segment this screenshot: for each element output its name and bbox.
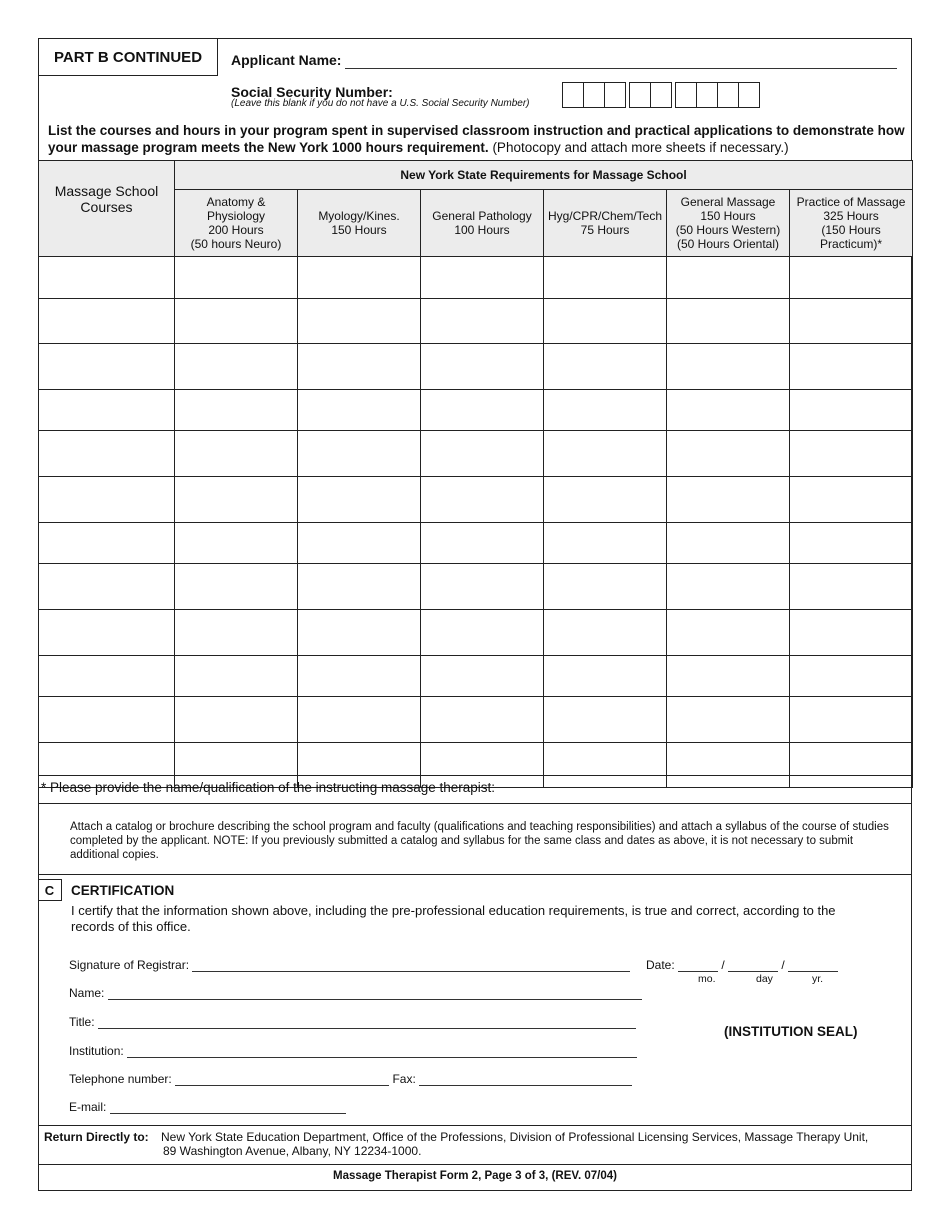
col-header-line: 200 Hours: [208, 223, 264, 237]
hours-cell[interactable]: [298, 697, 421, 743]
hours-cell[interactable]: [544, 477, 667, 523]
instructions: [48, 122, 906, 156]
col-header-4: [544, 190, 667, 257]
fax-field[interactable]: [419, 1072, 632, 1086]
table-row: [39, 523, 913, 564]
col-header-6: [790, 190, 913, 257]
certification-title: CERTIFICATION: [71, 883, 175, 898]
table-row: [39, 610, 913, 656]
col-header-line: (50 hours Neuro): [190, 237, 282, 251]
hours-cell[interactable]: [790, 477, 913, 523]
col-header-line: (50 Hours Oriental): [676, 237, 780, 251]
hours-cell[interactable]: [175, 390, 298, 431]
table-row: [39, 477, 913, 523]
hours-cell[interactable]: [175, 564, 298, 610]
fax-label: Fax:: [392, 1072, 416, 1086]
hours-cell[interactable]: [298, 257, 421, 299]
hours-cell[interactable]: [790, 564, 913, 610]
instructions-bold: List the courses and hours in your program spent in supervised classroom instruction and practical applications to demonstrate how your massage program meets the New York 1000 hours requirement.: [48, 123, 905, 155]
hours-cell[interactable]: [667, 344, 790, 390]
hours-cell[interactable]: [421, 431, 544, 477]
hours-cell[interactable]: [790, 431, 913, 477]
title-label: Title:: [69, 1015, 95, 1029]
email-label: E-mail:: [69, 1100, 107, 1114]
course-name-cell[interactable]: [39, 390, 175, 431]
table-row: [39, 564, 913, 610]
hours-cell[interactable]: [421, 477, 544, 523]
section-c-label: C: [38, 879, 62, 901]
course-name-cell[interactable]: [39, 523, 175, 564]
instructions-normal: (Photocopy and attach more sheets if necessary.): [492, 140, 789, 155]
col-header-line: 75 Hours: [580, 223, 630, 237]
col-header-line: 325 Hours: [823, 209, 879, 223]
hours-cell[interactable]: [544, 431, 667, 477]
date-label: Date:: [646, 958, 675, 972]
col-header-line: (50 Hours Western): [675, 223, 781, 237]
hours-cell[interactable]: [790, 697, 913, 743]
col-header-line: General Pathology: [432, 209, 532, 223]
table-row: [39, 431, 913, 477]
table-row: [39, 344, 913, 390]
hours-cell[interactable]: [790, 656, 913, 697]
hours-cell[interactable]: [790, 390, 913, 431]
hours-cell[interactable]: [790, 344, 913, 390]
hours-cell[interactable]: [421, 390, 544, 431]
col-header-line: Hyg/CPR/Chem/Tech: [547, 209, 663, 223]
email-field[interactable]: [110, 1100, 346, 1114]
hours-cell[interactable]: [544, 390, 667, 431]
hours-cell[interactable]: [421, 697, 544, 743]
ssn-note: (Leave this blank if you do not have a U.S. Social Security Number): [231, 98, 530, 109]
hours-cell[interactable]: [790, 523, 913, 564]
hours-cell[interactable]: [544, 564, 667, 610]
signature-field[interactable]: [192, 958, 630, 972]
col-header-line: Practice of Massage: [796, 195, 906, 209]
hours-cell[interactable]: [421, 257, 544, 299]
col-header-3: [421, 190, 544, 257]
hours-cell[interactable]: [421, 610, 544, 656]
institution-seal-label: (INSTITUTION SEAL): [724, 1024, 858, 1039]
col-header-line: 150 Hours: [700, 209, 756, 223]
hours-cell[interactable]: [667, 299, 790, 344]
instructor-note: * Please provide the name/qualification of the instructing massage therapist:: [41, 780, 496, 795]
hours-cell[interactable]: [790, 299, 913, 344]
title-field[interactable]: [98, 1015, 636, 1029]
hours-cell[interactable]: [298, 390, 421, 431]
table-row: [39, 390, 913, 431]
hours-cell[interactable]: [298, 610, 421, 656]
instructor-field[interactable]: [515, 779, 910, 797]
group-header: New York State Requirements for Massage School: [175, 161, 913, 190]
hours-cell[interactable]: [175, 257, 298, 299]
col-header-line: General Massage: [680, 195, 776, 209]
table-row: [39, 656, 913, 697]
col-header-line: Anatomy &: [206, 195, 266, 209]
telephone-label: Telephone number:: [69, 1072, 172, 1086]
hours-cell[interactable]: [175, 697, 298, 743]
hours-cell[interactable]: [298, 431, 421, 477]
course-name-cell[interactable]: [39, 656, 175, 697]
hours-cell[interactable]: [544, 299, 667, 344]
hours-cell[interactable]: [544, 523, 667, 564]
col-header-line: Physiology: [206, 209, 266, 223]
hours-cell[interactable]: [790, 257, 913, 299]
return-address: [161, 1130, 868, 1158]
table-row: [39, 697, 913, 743]
ssn-label: Social Security Number:: [231, 84, 393, 100]
signature-label: Signature of Registrar:: [69, 958, 190, 972]
course-name-cell[interactable]: [39, 610, 175, 656]
table-row: [39, 257, 913, 299]
hours-cell[interactable]: [421, 344, 544, 390]
hours-cell[interactable]: [544, 610, 667, 656]
course-name-cell[interactable]: [39, 697, 175, 743]
course-name-cell[interactable]: [39, 477, 175, 523]
return-address-line2: 89 Washington Avenue, Albany, NY 12234-1000.: [163, 1144, 422, 1158]
date-day-field[interactable]: [728, 958, 778, 972]
hours-cell[interactable]: [175, 656, 298, 697]
hours-cell[interactable]: [298, 523, 421, 564]
col-header-line: (150 Hours: [821, 223, 881, 237]
hours-cell[interactable]: [298, 299, 421, 344]
date-month-field[interactable]: [678, 958, 718, 972]
hours-cell[interactable]: [790, 610, 913, 656]
hours-cell[interactable]: [175, 299, 298, 344]
date-day-caption: day: [756, 973, 773, 985]
return-label: Return Directly to:: [44, 1130, 149, 1144]
form-footer: Massage Therapist Form 2, Page 3 of 3, (REV. 07/04): [333, 1170, 617, 1182]
return-address-line1: New York State Education Department, Office of the Professions, Division of Professional Licensing Services, Massage Therapy Unit,: [161, 1130, 869, 1144]
hours-cell[interactable]: [667, 431, 790, 477]
col-header-5: [667, 190, 790, 257]
name-field[interactable]: [108, 986, 642, 1000]
hours-cell[interactable]: [298, 564, 421, 610]
hours-cell[interactable]: [667, 564, 790, 610]
hours-cell[interactable]: [544, 656, 667, 697]
table-row: [39, 299, 913, 344]
col-header-line: 100 Hours: [454, 223, 510, 237]
course-name-cell[interactable]: [39, 431, 175, 477]
institution-label: Institution:: [69, 1044, 124, 1058]
hours-cell[interactable]: [421, 564, 544, 610]
date-year-field[interactable]: [788, 958, 838, 972]
hours-cell[interactable]: [667, 390, 790, 431]
hours-cell[interactable]: [667, 697, 790, 743]
hours-cell[interactable]: [298, 656, 421, 697]
hours-cell[interactable]: [667, 257, 790, 299]
certification-statement: I certify that the information shown above, including the pre-professional education requirements, is true and correct, according to the records of this office.: [71, 903, 836, 934]
hours-cell[interactable]: [667, 610, 790, 656]
hours-cell[interactable]: [298, 344, 421, 390]
hours-cell[interactable]: [667, 656, 790, 697]
attach-note: Attach a catalog or brochure describing the school program and faculty (qualifications and teaching responsibilities) and attach a syllabus of the course of studies completed by the applicant. NOTE: If you previously submitted a catalog and syllabus for the same class and dates as above, it is not necessary to submit additional copies.: [70, 821, 889, 861]
courses-table: [38, 160, 913, 788]
hours-cell[interactable]: [175, 523, 298, 564]
course-name-cell[interactable]: [39, 299, 175, 344]
course-name-cell[interactable]: [39, 257, 175, 299]
applicant-name-field[interactable]: [345, 54, 897, 69]
col-header-2: [298, 190, 421, 257]
hours-cell[interactable]: [298, 477, 421, 523]
hours-cell[interactable]: [544, 697, 667, 743]
telephone-field[interactable]: [175, 1072, 389, 1086]
col-header-line: Myology/Kines.: [318, 209, 400, 223]
col-header-line: 150 Hours: [331, 223, 387, 237]
course-name-cell[interactable]: [39, 344, 175, 390]
applicant-name-label: Applicant Name:: [231, 52, 342, 68]
hours-cell[interactable]: [667, 523, 790, 564]
hours-cell[interactable]: [421, 656, 544, 697]
hours-cell[interactable]: [667, 477, 790, 523]
col-header-courses: Massage School Courses: [39, 161, 175, 257]
course-name-cell[interactable]: [39, 564, 175, 610]
col-header-1: [175, 190, 298, 257]
hours-cell[interactable]: [544, 257, 667, 299]
ssn-input[interactable]: [563, 82, 760, 110]
hours-cell[interactable]: [175, 431, 298, 477]
institution-field[interactable]: [127, 1044, 637, 1058]
col-header-line: Practicum)*: [820, 237, 883, 251]
hours-cell[interactable]: [175, 344, 298, 390]
hours-cell[interactable]: [544, 344, 667, 390]
date-mo-caption: mo.: [698, 973, 716, 985]
hours-cell[interactable]: [421, 299, 544, 344]
part-b-label: PART B CONTINUED: [38, 38, 218, 76]
name-label: Name:: [69, 986, 105, 1000]
hours-cell[interactable]: [175, 477, 298, 523]
hours-cell[interactable]: [421, 523, 544, 564]
date-yr-caption: yr.: [812, 973, 824, 985]
hours-cell[interactable]: [175, 610, 298, 656]
